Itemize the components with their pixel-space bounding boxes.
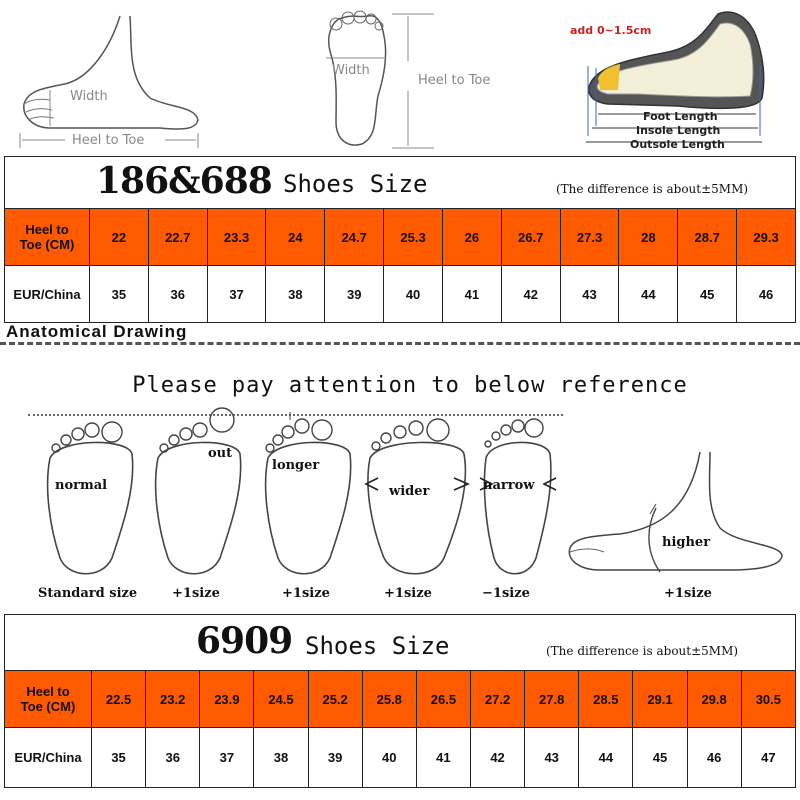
table2-eur-china-cell: 38 <box>254 728 308 788</box>
foot-narrow-caption: −1size <box>482 586 530 601</box>
table2-shoes-size: Shoes Size <box>305 632 450 660</box>
table2-heel-to-toe-cell: 24.5 <box>254 671 308 728</box>
side-foot-diagram <box>10 8 210 158</box>
table2-heel-to-toe-cell: 29.1 <box>633 671 687 728</box>
table2-eur-china-cell: 42 <box>470 728 524 788</box>
insole-length-label: Insole Length <box>636 124 721 137</box>
table1-eur-china-cell: 45 <box>678 266 737 323</box>
table1-heel-to-toe-cell: 26 <box>442 209 501 266</box>
foot-higher-caption: +1size <box>664 586 712 601</box>
table2-model: 6909 <box>196 620 293 662</box>
table2-eur-china-cell: 41 <box>416 728 470 788</box>
foot-longer-caption: +1size <box>282 586 330 601</box>
table2-difference-note: (The difference is about±5MM) <box>546 644 739 658</box>
foot-wider-caption: +1size <box>384 586 432 601</box>
table1-heel-to-toe-cell: 25.3 <box>384 209 443 266</box>
table2-heel-to-toe-cell: 27.2 <box>470 671 524 728</box>
table2-eur-china-header: EUR/China <box>5 728 92 788</box>
size-table-1 <box>4 208 796 323</box>
table1-eur-china-cell: 43 <box>560 266 619 323</box>
table1-eur-china-cell: 42 <box>501 266 560 323</box>
table1-difference-note: (The difference is about±5MM) <box>556 182 749 196</box>
size-table-2 <box>4 670 796 788</box>
table2-heel-to-toe-header: Heel to Toe (CM) <box>5 671 92 728</box>
foot-out-caption: +1size <box>172 586 220 601</box>
table2-heel-to-toe-cell: 25.8 <box>362 671 416 728</box>
table2-eur-china-row <box>5 728 796 788</box>
table2-heel-to-toe-cell: 26.5 <box>416 671 470 728</box>
outsole-length-label: Outsole Length <box>630 138 725 151</box>
table1-heel-to-toe-cell: 27.3 <box>560 209 619 266</box>
table1-eur-china-cell: 41 <box>442 266 501 323</box>
table1-heel-to-toe-cell: 23.3 <box>207 209 266 266</box>
foot-higher-drawing <box>560 448 790 588</box>
table1-heel-to-toe-cell: 29.3 <box>737 209 796 266</box>
table1-heel-to-toe-cell: 22 <box>90 209 149 266</box>
shoe-length-diagram <box>568 6 790 156</box>
table1-model: 186&688 <box>96 160 272 202</box>
foot-out-inner-label: out <box>208 446 233 461</box>
foot-out-drawing <box>148 404 248 584</box>
foot-wider-inner-label: wider <box>389 484 430 499</box>
table2-heel-to-toe-cell: 30.5 <box>741 671 795 728</box>
table2-heel-to-toe-cell: 23.9 <box>200 671 254 728</box>
top-foot-diagram <box>312 6 512 156</box>
foot-narrow-drawing <box>478 414 558 584</box>
foot-higher-inner-label: higher <box>662 535 711 550</box>
foot-normal-caption: Standard size <box>38 586 138 601</box>
table2-eur-china-cell: 37 <box>200 728 254 788</box>
table2-eur-china-cell: 39 <box>308 728 362 788</box>
table1-eur-china-cell: 40 <box>384 266 443 323</box>
foot-length-label: Foot Length <box>643 110 718 123</box>
foot-normal-inner-label: normal <box>55 478 108 493</box>
table2-heel-to-toe-cell: 27.8 <box>525 671 579 728</box>
table1-eur-china-cell: 44 <box>619 266 678 323</box>
table1-heel-to-toe-cell: 24 <box>266 209 325 266</box>
table2-eur-china-cell: 35 <box>92 728 146 788</box>
reference-title: Please pay attention to below reference <box>132 373 688 398</box>
table1-heel-to-toe-cell: 28 <box>619 209 678 266</box>
table2-heel-to-toe-cell: 28.5 <box>579 671 633 728</box>
table2-eur-china-cell: 36 <box>146 728 200 788</box>
table1-eur-china-cell: 39 <box>325 266 384 323</box>
top-heel-to-toe-label: Heel to Toe <box>418 73 491 88</box>
table1-heel-to-toe-header: Heel to Toe (CM) <box>5 209 90 266</box>
table2-heel-to-toe-cell: 25.2 <box>308 671 362 728</box>
table1-shoes-size: Shoes Size <box>283 170 428 198</box>
dashed-divider <box>0 342 800 345</box>
table2-heel-to-toe-cell: 23.2 <box>146 671 200 728</box>
table1-heel-to-toe-cell: 26.7 <box>501 209 560 266</box>
foot-narrow-inner-label: narrow <box>483 478 535 493</box>
table2-eur-china-cell: 47 <box>741 728 795 788</box>
table2-heel-to-toe-cell: 22.5 <box>92 671 146 728</box>
add-note-label: add 0~1.5cm <box>570 24 652 37</box>
table2-eur-china-cell: 46 <box>687 728 741 788</box>
table2-eur-china-cell: 44 <box>579 728 633 788</box>
table1-eur-china-header: EUR/China <box>5 266 90 323</box>
table1-eur-china-cell: 36 <box>148 266 207 323</box>
anatomical-drawing-heading: Anatomical Drawing <box>6 322 188 341</box>
table1-eur-china-cell: 38 <box>266 266 325 323</box>
foot-longer-drawing <box>258 410 358 584</box>
table2-heel-to-toe-cell: 29.8 <box>687 671 741 728</box>
side-heel-to-toe-label: Heel to Toe <box>72 133 145 148</box>
table1-eur-china-cell: 37 <box>207 266 266 323</box>
table1-heel-to-toe-cell: 24.7 <box>325 209 384 266</box>
table2-heel-to-toe-row <box>5 671 796 728</box>
table2-eur-china-cell: 43 <box>525 728 579 788</box>
side-width-label: Width <box>70 89 108 104</box>
table1-heel-to-toe-cell: 28.7 <box>678 209 737 266</box>
foot-wider-drawing <box>364 414 472 584</box>
table2-eur-china-cell: 45 <box>633 728 687 788</box>
table1-eur-china-cell: 35 <box>90 266 149 323</box>
table1-heel-to-toe-row <box>5 209 796 266</box>
table1-eur-china-row <box>5 266 796 323</box>
table1-eur-china-cell: 46 <box>737 266 796 323</box>
foot-longer-inner-label: longer <box>272 458 320 473</box>
foot-normal-drawing <box>40 418 140 584</box>
top-width-label: Width <box>332 63 370 78</box>
table1-heel-to-toe-cell: 22.7 <box>148 209 207 266</box>
table2-eur-china-cell: 40 <box>362 728 416 788</box>
